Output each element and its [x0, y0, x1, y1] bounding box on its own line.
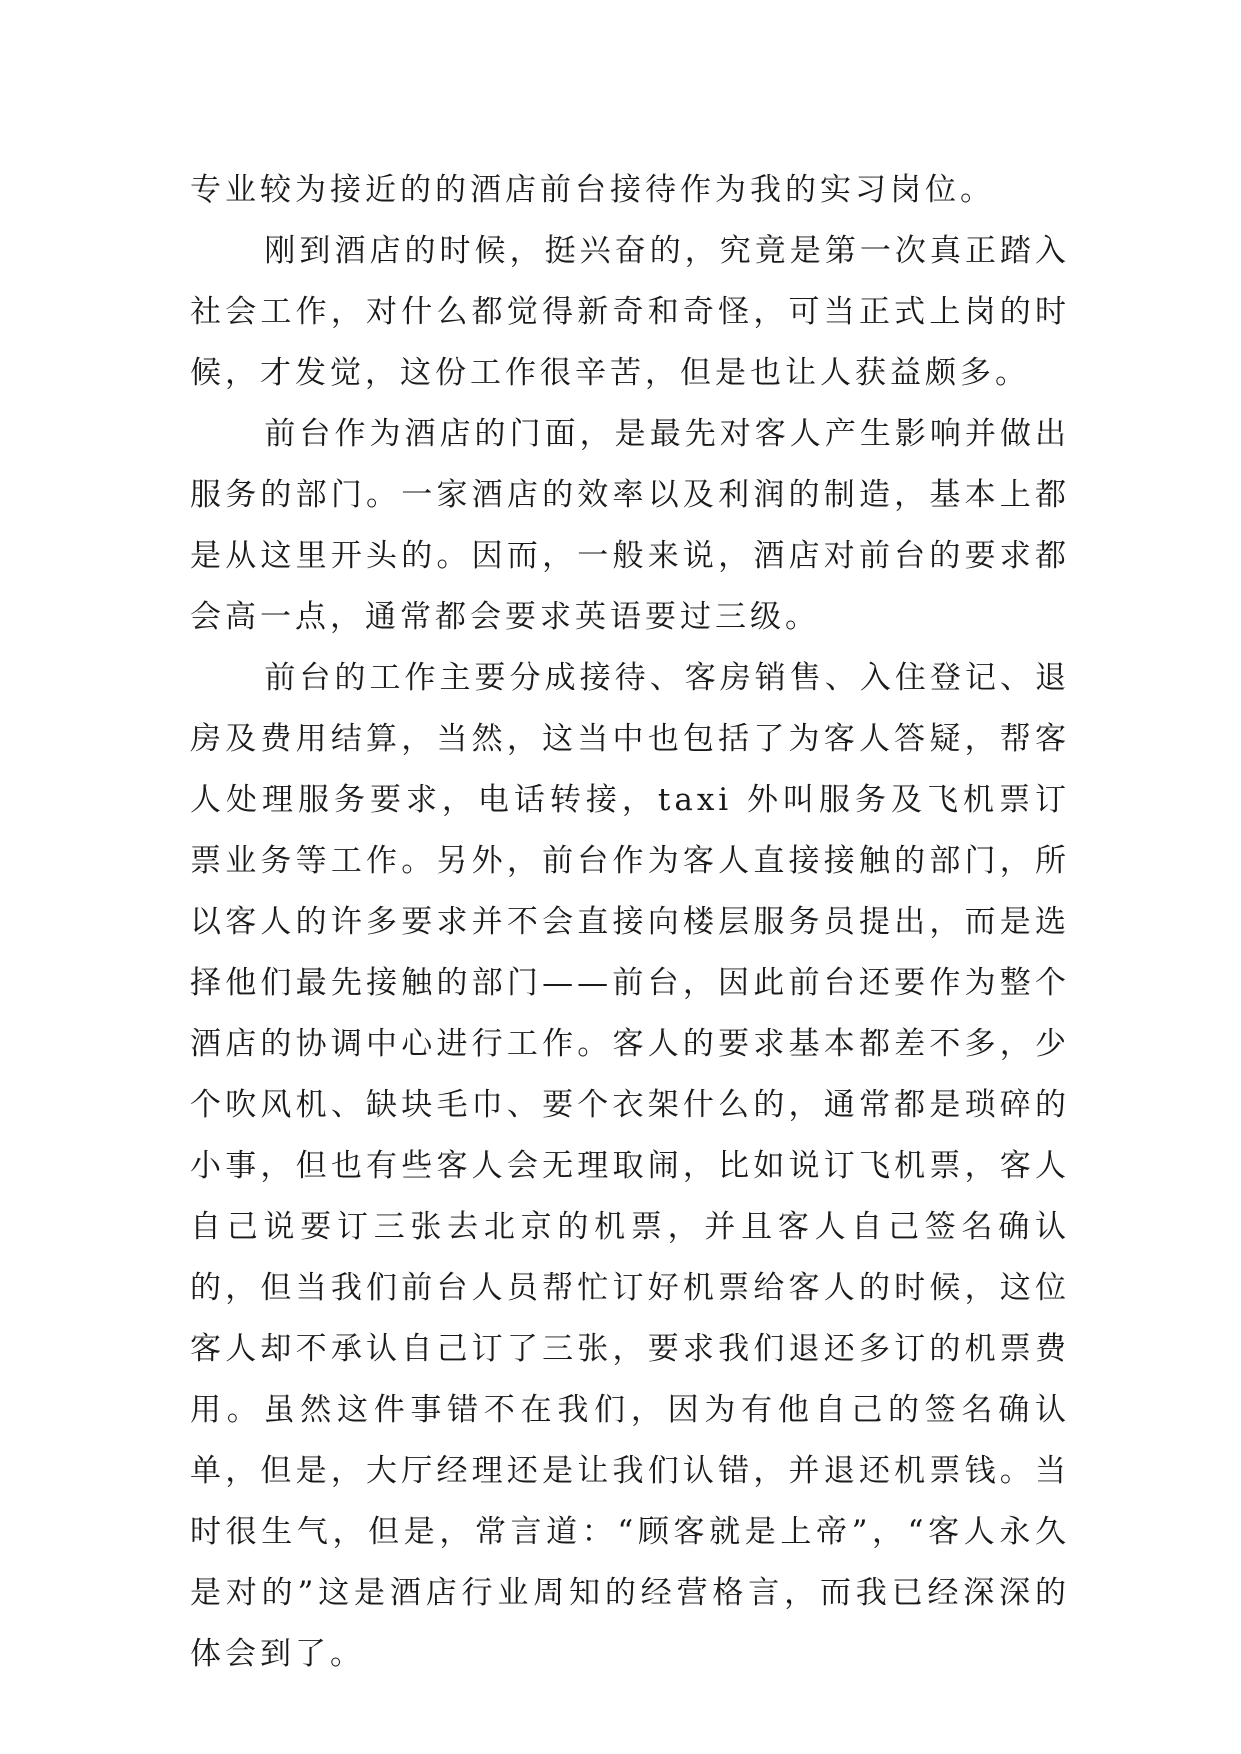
body-text: [190, 160, 1070, 1685]
paragraph-front-desk-role: 前台作为酒店的门面，是最先对客人产生影响并做出服务的部门。一家酒店的效率以及利润的制造，基本上都是从这里开头的。因而，一般来说，酒店对前台的要求都会高一点，通常都会要求英语要过三级。: [190, 416, 1070, 635]
paragraph-front-desk-duties: 前台的工作主要分成接待、客房销售、入住登记、退房及费用结算，当然，这当中也包括了为客人答疑，帮客人处理服务要求，电话转接，taxi 外叫服务及飞机票订票业务等工作。另外，前台作为客人直接接触的部门，所以客人的许多要求并不会直接向楼层服务员提出，而是选择他们最先接触的部门——前台，因此前台还要作为整个酒店的协调中心进行工作。客人的要求基本都差不多，少个吹风机、缺块毛巾、要个衣架什么的，通常都是琐碎的小事，但也有些客人会无理取闹，比如说订飞机票，客人自己说要订三张去北京的机票，并且客人自己签名确认的，但当我们前台人员帮忙订好机票给客人的时候，这位客人却不承认自己订了三张，要求我们退还多订的机票费用。虽然这件事错不在我们，因为有他自己的签名确认单，但是，大厅经理还是让我们认错，并退还机票钱。当时很生气，但是，常言道：“顾客就是上帝”，“客人永久是对的”这是酒店行业周知的经营格言，而我已经深深的体会到了。: [190, 660, 1070, 1672]
paragraph-arrival: 刚到酒店的时候，挺兴奋的，究竟是第一次真正踏入社会工作，对什么都觉得新奇和奇怪，可当正式上岗的时候，才发觉，这份工作很辛苦，但是也让人获益颇多。: [190, 233, 1070, 391]
paragraph-continuation: 专业较为接近的的酒店前台接待作为我的实习岗位。: [190, 172, 995, 208]
